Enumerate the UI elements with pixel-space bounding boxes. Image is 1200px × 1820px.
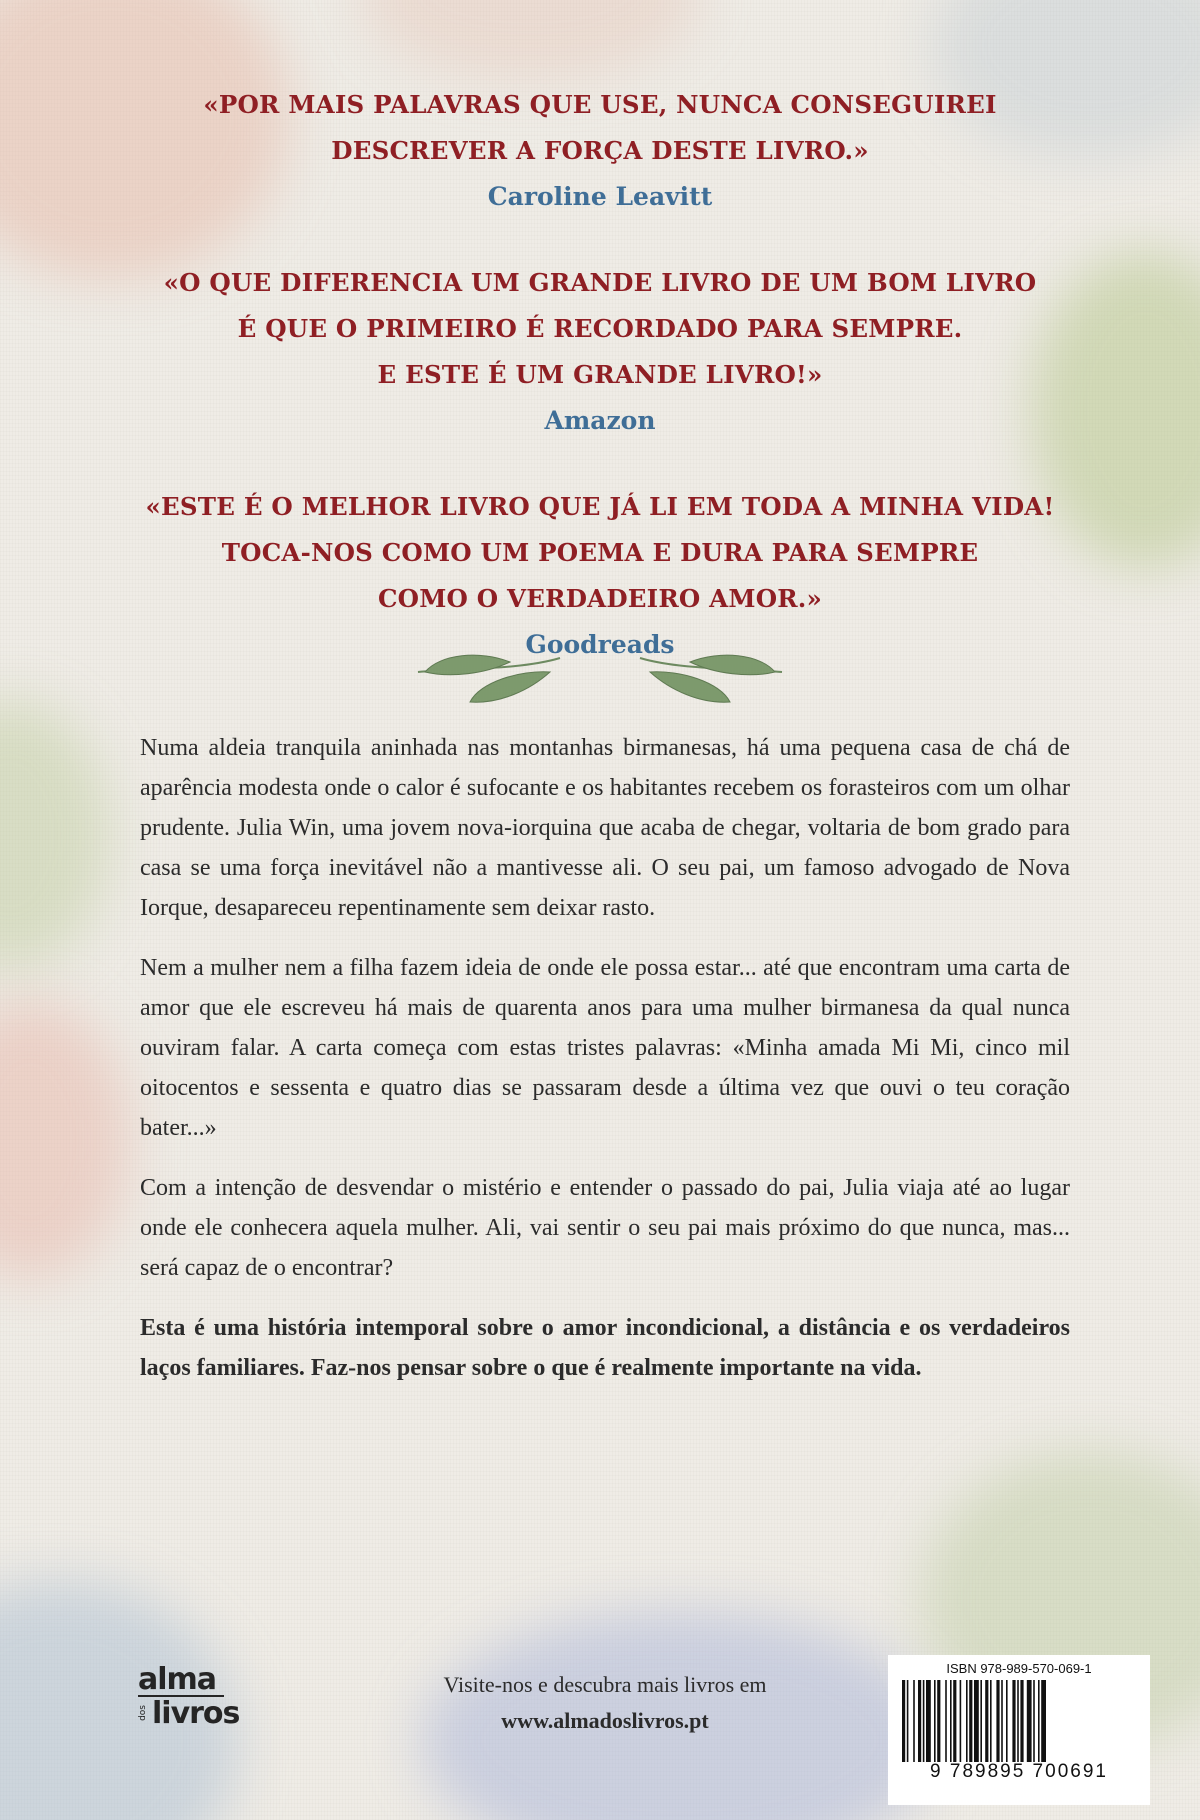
barcode-bar [969, 1680, 972, 1762]
quote-text: «O QUE DIFERENCIA UM GRANDE LIVRO DE UM BOM LIVRO É QUE O PRIMEIRO É RECORDADO PARA SEMPRE. E ESTE É UM GRANDE LIVRO!» [163, 268, 1037, 389]
barcode-bar [1033, 1680, 1035, 1762]
barcode-bar [950, 1680, 952, 1762]
quote-text: «ESTE É O MELHOR LIVRO QUE JÁ LI EM TODA A MINHA VIDA! TOCA-NOS COMO UM POEMA E DURA PARA SEMPRE COMO O VERDADEIRO AMOR.» [145, 492, 1055, 613]
barcode-bar [960, 1680, 962, 1762]
barcode-bar [923, 1680, 925, 1762]
barcode-bar [1001, 1680, 1003, 1762]
barcode-bar [926, 1680, 931, 1762]
barcode-bar [996, 1680, 999, 1762]
barcode-bar [990, 1680, 992, 1762]
synopsis-closing: Esta é uma história intemporal sobre o amor incondicional, a distância e os verdadeiros laços familiares. Faz-nos pensar sobre o que é realmente importante na vida. [140, 1315, 1070, 1381]
quote-block [0, 260, 1200, 444]
barcode-bar [1038, 1680, 1040, 1762]
logo-livros: livros [152, 1696, 240, 1731]
quote-source: Goodreads [525, 630, 675, 659]
barcode-digits: 9 789895 700691 [930, 1761, 1108, 1782]
watercolor-blob [0, 1000, 130, 1280]
synopsis-paragraph: Com a intenção de desvendar o mistério e entender o passado do pai, Julia viaja até ao lugar onde ele conhecera aquela mulher. Ali, vai sentir o seu pai mais próximo do que nunca, mas... será capaz de o encontrar? [140, 1175, 1070, 1281]
synopsis-paragraph: Numa aldeia tranquila aninhada nas montanhas birmanesas, há uma pequena casa de chá de aparência modesta onde o calor é sufocante e os habitantes recebem os forasteiros com um olhar prudente. Julia Win, uma jovem nova-iorquina que acaba de chegar, voltaria de bom grado para casa se uma força inevitável não a mantivesse ali. O seu pai, um famoso advogado de Nova Iorque, desapareceu repentinamente sem deixar rasto. [140, 735, 1070, 921]
barcode-bar [937, 1680, 940, 1762]
synopsis [140, 728, 1070, 1408]
barcode-bar [1041, 1680, 1046, 1762]
barcode-bar [974, 1680, 979, 1762]
logo-dos: dos [138, 1705, 148, 1721]
publisher-logo [138, 1662, 240, 1731]
logo-alma: alma [138, 1665, 224, 1697]
barcode-bar [934, 1680, 936, 1762]
barcode-bar [980, 1680, 982, 1762]
barcode-bar [918, 1680, 921, 1762]
barcode-bar [907, 1680, 909, 1762]
olive-branch-icon [410, 632, 790, 716]
barcode-bar [913, 1680, 915, 1762]
barcode-bar [945, 1680, 947, 1762]
barcode-bars-icon [898, 1680, 1140, 1762]
quote-source: Caroline Leavitt [487, 182, 713, 211]
barcode-bar [1027, 1680, 1032, 1762]
isbn-label: ISBN 978-989-570-069-1 [946, 1661, 1092, 1676]
barcode-bar [1017, 1680, 1019, 1762]
synopsis-paragraph: Nem a mulher nem a filha fazem ideia de onde ele possa estar... até que encontram uma carta de amor que ele escreveu há mais de quarenta anos para uma mulher birmanesa da qual nunca ouviram falar. A carta começa com estas tristes palavras: «Minha amada Mi Mi, cinco mil oitocentos e sessenta e quatro dias se passaram desde a última vez que ouvi o teu coração bater...» [140, 955, 1070, 1141]
barcode-bar [966, 1680, 968, 1762]
barcode-bar [1006, 1680, 1008, 1762]
watercolor-blob [360, 0, 700, 80]
quote-text: «POR MAIS PALAVRAS QUE USE, NUNCA CONSEGUIREI DESCREVER A FORÇA DESTE LIVRO.» [203, 90, 997, 165]
watercolor-blob [0, 700, 110, 970]
barcode [888, 1655, 1150, 1805]
barcode-bar [1012, 1680, 1015, 1762]
barcode-bar [1020, 1680, 1023, 1762]
visit-info [410, 1667, 800, 1739]
visit-line: Visite-nos e descubra mais livros em [443, 1672, 767, 1697]
barcode-bar [902, 1680, 905, 1762]
quote-source: Amazon [544, 406, 656, 435]
barcode-bar [953, 1680, 956, 1762]
website-link[interactable]: www.almadoslivros.pt [501, 1708, 709, 1733]
quote-block [0, 82, 1200, 220]
review-quotes [0, 82, 1200, 708]
barcode-bar [985, 1680, 988, 1762]
